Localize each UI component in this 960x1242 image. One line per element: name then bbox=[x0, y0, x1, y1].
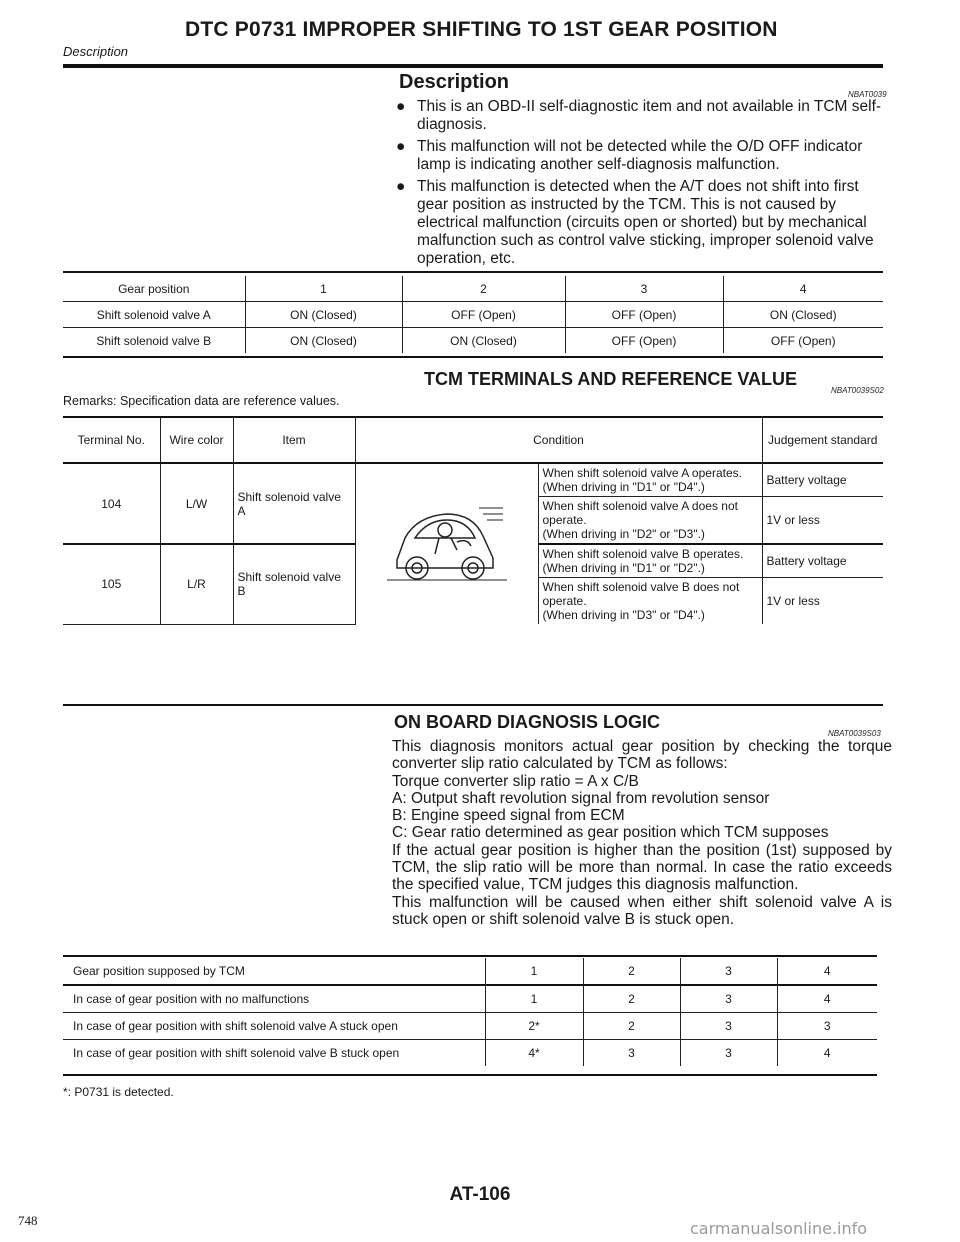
table-cell: 1 bbox=[485, 958, 583, 985]
item-name: Shift solenoid valve A bbox=[233, 463, 355, 544]
logic-code: NBAT0039S03 bbox=[828, 729, 881, 738]
gear-supposed-table bbox=[63, 958, 877, 1066]
logic-heading: ON BOARD DIAGNOSIS LOGIC bbox=[394, 712, 661, 732]
remarks-text: Remarks: Specification data are reference values. bbox=[63, 394, 340, 408]
table-cell: 1 bbox=[485, 985, 583, 1013]
table-row bbox=[63, 1040, 877, 1067]
table-cell: Shift solenoid valve A bbox=[63, 302, 245, 328]
sheet-number: 748 bbox=[18, 1213, 38, 1228]
judgement-cell: Battery voltage bbox=[762, 463, 883, 497]
logic-paragraph: This malfunction will be caused when either shift solenoid valve A is stuck open or shift solenoid valve B is stuck open. bbox=[392, 893, 892, 928]
gear-table-top-rule bbox=[63, 271, 883, 273]
judgement-cell: Battery voltage bbox=[762, 544, 883, 578]
logic-paragraph: This diagnosis monitors actual gear position by checking the torque converter slip ratio calculated by TCM as follows: bbox=[392, 738, 892, 773]
tcm-heading: TCM TERMINALS AND REFERENCE VALUE bbox=[424, 369, 797, 389]
condition-text: When shift solenoid valve A operates. bbox=[542, 466, 742, 480]
table-cell: Gear position bbox=[63, 276, 245, 302]
header-terminal: Terminal No. bbox=[63, 418, 160, 463]
table-cell: ON (Closed) bbox=[245, 328, 402, 354]
table-row bbox=[63, 463, 883, 497]
car-driver-icon bbox=[387, 498, 507, 588]
table-cell: 3 bbox=[777, 1013, 877, 1040]
logic-line: A: Output shaft revolution signal from revolution sensor bbox=[392, 789, 770, 807]
table-row bbox=[63, 328, 883, 354]
table-cell: 3 bbox=[565, 276, 723, 302]
tcm-table-bottom-rule bbox=[63, 704, 883, 706]
terminal-no: 105 bbox=[63, 544, 160, 624]
condition-text: When shift solenoid valve A does not operate. bbox=[542, 499, 738, 527]
table-row bbox=[63, 958, 877, 985]
condition-cell bbox=[538, 463, 762, 497]
bullet-item: ● This malfunction is detected when the A/T does not shift into first gear position as instructed by the TCM. This is not caused by electrical malfunction (circuits open or shorted) but by mechanical malfunction such as control valve sticking, improper solenoid valve operation, etc. bbox=[396, 178, 874, 267]
table-cell: 3 bbox=[680, 958, 777, 985]
description-heading: Description bbox=[399, 71, 510, 93]
page-number: AT-106 bbox=[449, 1184, 511, 1205]
page-title: DTC P0731 IMPROPER SHIFTING TO 1ST GEAR POSITION bbox=[185, 18, 778, 41]
header-judgement: Judgement standard bbox=[762, 418, 883, 463]
table-cell: Shift solenoid valve B bbox=[96, 333, 212, 348]
wire-color: L/R bbox=[160, 544, 233, 624]
table-cell: 2 bbox=[583, 958, 680, 985]
table-cell: OFF (Open) bbox=[402, 302, 565, 328]
header-rule bbox=[63, 64, 883, 68]
table-cell: OFF (Open) bbox=[723, 328, 883, 354]
car-illustration-cell bbox=[355, 463, 538, 624]
condition-cell bbox=[538, 497, 762, 545]
gp-table-top-rule bbox=[63, 955, 877, 957]
condition-cell bbox=[538, 578, 762, 625]
table-header-row bbox=[63, 418, 883, 463]
table-cell: 4 bbox=[777, 958, 877, 985]
table-row bbox=[63, 276, 883, 302]
logic-line: B: Engine speed signal from ECM bbox=[392, 807, 625, 825]
table-cell: 4 bbox=[723, 276, 883, 302]
table-cell: In case of gear position with shift solenoid valve A stuck open bbox=[63, 1013, 485, 1040]
condition-text: When shift solenoid valve B does not operate. bbox=[542, 580, 740, 608]
table-cell: 2 bbox=[583, 985, 680, 1013]
bullet-item: ● This is an OBD-II self-diagnostic item and not available in TCM self-diagnosis. bbox=[396, 98, 882, 133]
table-cell: In case of gear position with shift solenoid valve B stuck open bbox=[73, 1046, 400, 1060]
judgement-cell: 1V or less bbox=[762, 578, 883, 625]
table-cell: 4 bbox=[777, 1040, 877, 1067]
table-cell: 1 bbox=[245, 276, 402, 302]
condition-drive: (When driving in "D3" or "D4".) bbox=[542, 608, 705, 622]
header-item: Item bbox=[233, 418, 355, 463]
condition-text: When shift solenoid valve B operates. bbox=[542, 547, 744, 561]
table-cell: 3 bbox=[680, 985, 777, 1013]
footnote: *: P0731 is detected. bbox=[63, 1085, 174, 1099]
table-cell: ON (Closed) bbox=[402, 328, 565, 354]
header-condition: Condition bbox=[355, 418, 762, 463]
gp-table-bottom-rule bbox=[63, 1074, 877, 1076]
item-name: Shift solenoid valve B bbox=[233, 544, 355, 624]
table-cell: 3 bbox=[680, 1013, 777, 1040]
terminal-no: 104 bbox=[63, 463, 160, 544]
description-bullets bbox=[392, 98, 892, 272]
gear-table-bottom-rule bbox=[63, 356, 883, 358]
logic-line: Torque converter slip ratio = A x C/B bbox=[392, 772, 639, 790]
header-wire-color: Wire color bbox=[160, 418, 233, 463]
description-code: NBAT0039 bbox=[848, 90, 887, 99]
table-row bbox=[63, 985, 877, 1013]
condition-cell bbox=[538, 544, 762, 578]
tcm-terminal-table bbox=[63, 418, 883, 625]
table-cell: 3 bbox=[583, 1040, 680, 1067]
table-cell: OFF (Open) bbox=[565, 328, 723, 354]
table-cell: 2* bbox=[485, 1013, 583, 1040]
table-cell: 2 bbox=[402, 276, 565, 302]
bullet-item: ● This malfunction will not be detected while the O/D OFF indicator lamp is indicating another self-diagnosis malfunction. bbox=[396, 138, 863, 173]
section-subtitle: Description bbox=[63, 44, 129, 59]
table-cell: 4* bbox=[485, 1040, 583, 1067]
table-cell: OFF (Open) bbox=[565, 302, 723, 328]
condition-drive: (When driving in "D2" or "D3".) bbox=[542, 527, 705, 541]
condition-drive: (When driving in "D1" or "D2".) bbox=[542, 561, 705, 575]
table-cell: ON (Closed) bbox=[245, 302, 402, 328]
table-row bbox=[63, 1013, 877, 1040]
logic-line: C: Gear ratio determined as gear position which TCM supposes bbox=[392, 824, 829, 842]
table-cell: 4 bbox=[777, 985, 877, 1013]
logic-body bbox=[392, 738, 892, 928]
table-cell: 2 bbox=[583, 1013, 680, 1040]
table-cell: ON (Closed) bbox=[723, 302, 883, 328]
logic-paragraph: If the actual gear position is higher than the position (1st) supposed by TCM, the slip ratio will be more than normal. In case the ratio exceeds the specified value, TCM judges this diagnosis malfunction. bbox=[392, 841, 892, 894]
watermark: carmanualsonline.info bbox=[690, 1219, 868, 1238]
wire-color: L/W bbox=[160, 463, 233, 544]
condition-drive: (When driving in "D1" or "D4".) bbox=[542, 480, 705, 494]
tcm-code: NBAT0039S02 bbox=[831, 386, 884, 395]
table-cell: Gear position supposed by TCM bbox=[63, 958, 485, 985]
table-row bbox=[63, 302, 883, 328]
gear-position-table bbox=[63, 276, 883, 353]
judgement-cell: 1V or less bbox=[762, 497, 883, 545]
table-cell: 3 bbox=[680, 1040, 777, 1067]
table-cell: In case of gear position with no malfunctions bbox=[63, 985, 485, 1013]
